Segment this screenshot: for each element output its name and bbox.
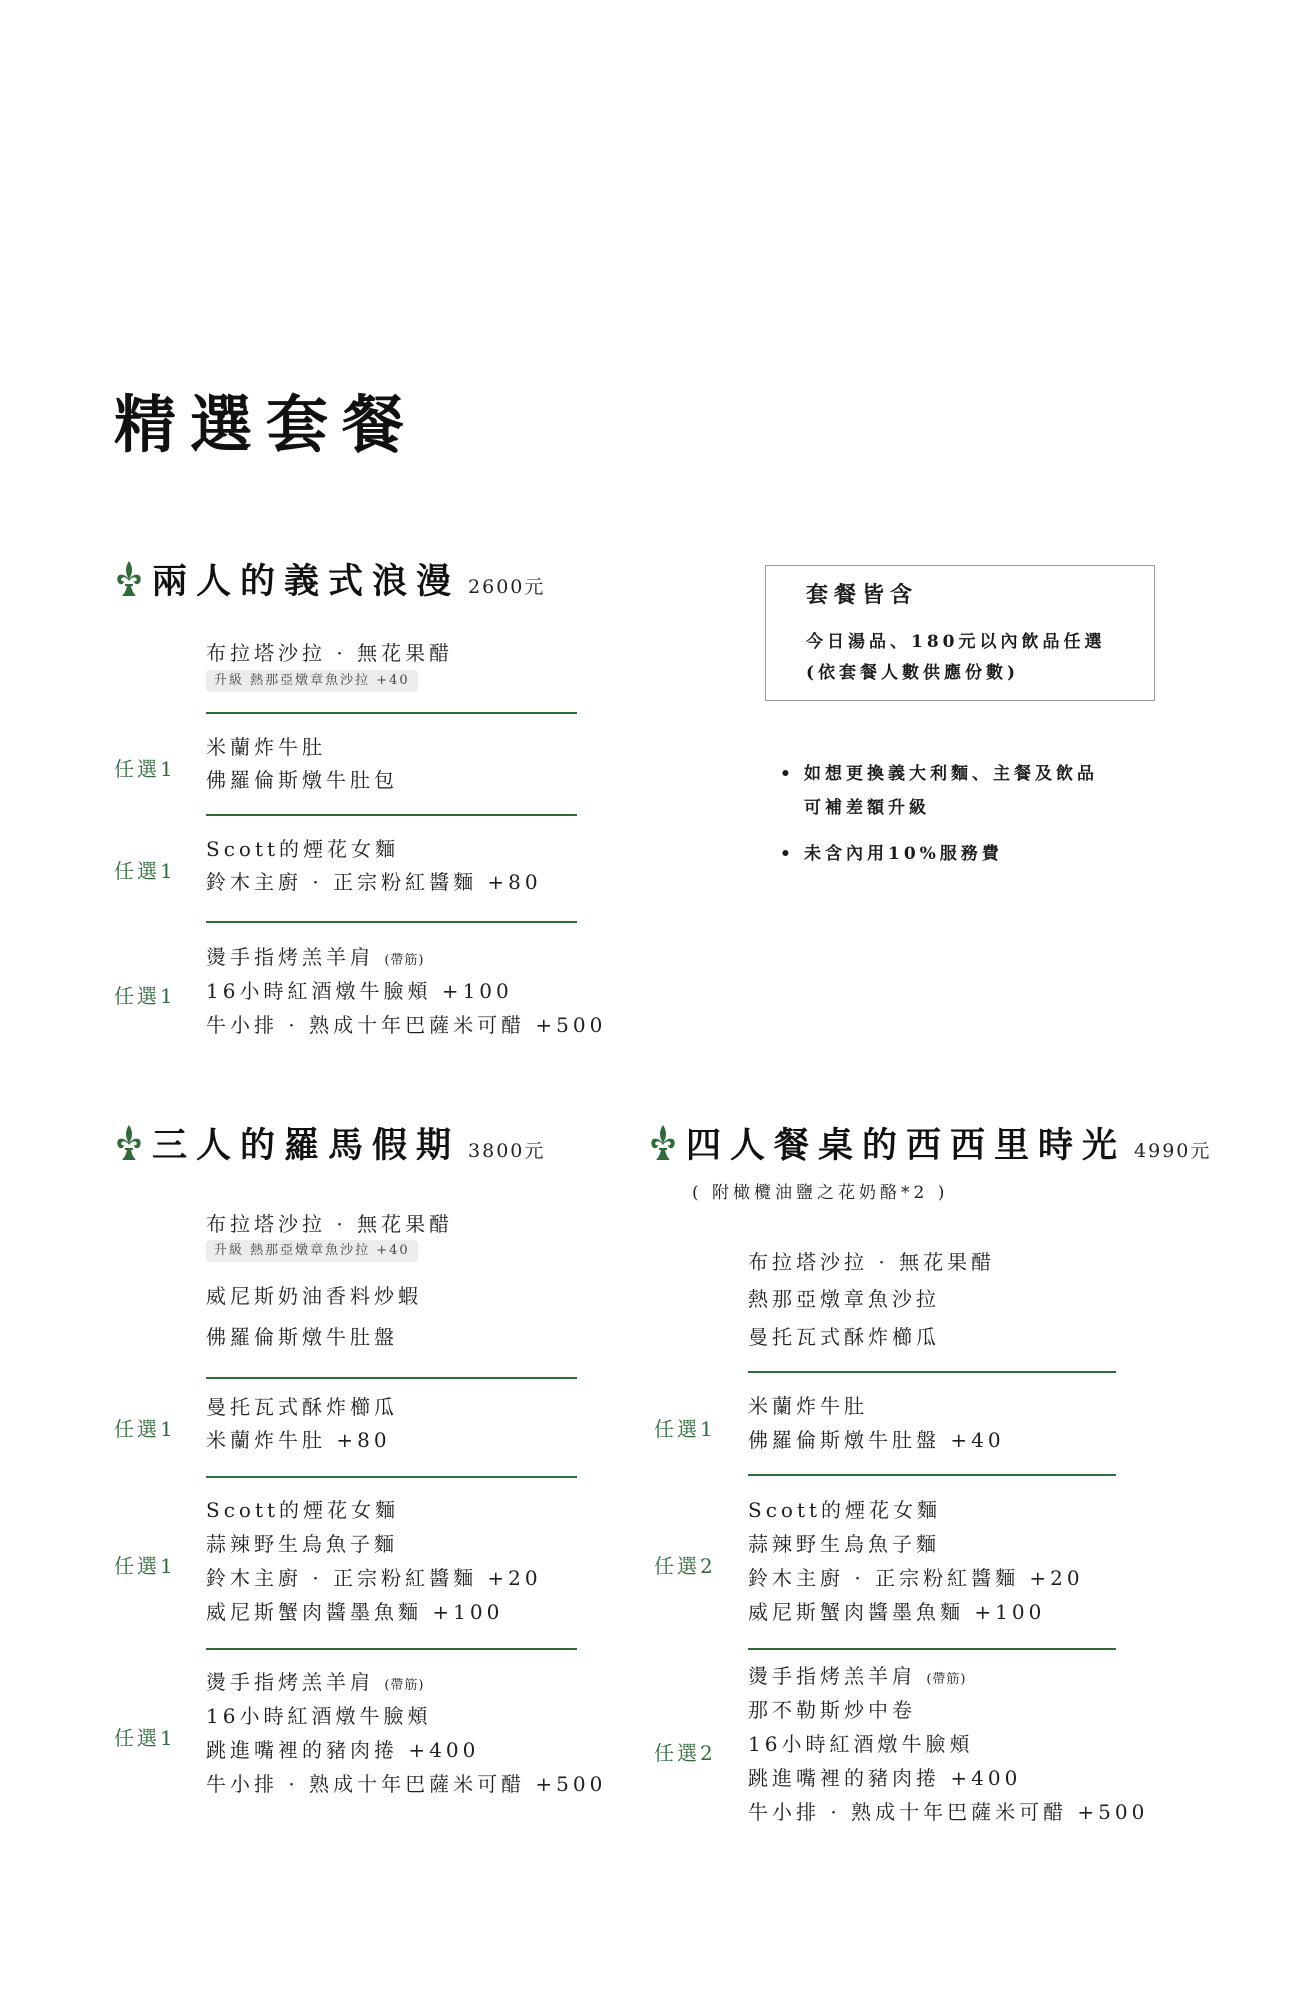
choose-label: 任選1: [114, 1554, 176, 1578]
section-divider: [748, 1648, 1116, 1650]
notes-list: [780, 757, 1140, 883]
set-heading: [114, 553, 545, 604]
menu-item: 那不勒斯炒中卷: [748, 1698, 916, 1722]
menu-item: 威尼斯奶油香料炒蝦: [206, 1284, 422, 1308]
fleur-de-lis-icon: [114, 559, 144, 599]
section-divider: [206, 712, 577, 714]
set-price: 3800元: [468, 1140, 546, 1162]
upgrade-badge: 升級 熱那亞燉章魚沙拉 +40: [206, 670, 418, 692]
info-box-line: (依套餐人數供應份數): [806, 663, 1020, 683]
menu-item: 鈴木主廚 · 正宗粉紅醬麵 +20: [748, 1566, 1084, 1590]
menu-item: Scott的煙花女麵: [206, 837, 400, 861]
note-line: 未含內用10%服務費: [804, 844, 1003, 864]
set-name: 三人的羅馬假期: [152, 1125, 461, 1166]
menu-item: 跳進嘴裡的豬肉捲 +400: [748, 1766, 1022, 1790]
menu-item: 米蘭炸牛肚: [206, 735, 326, 759]
choose-label: 任選2: [654, 1554, 716, 1578]
menu-item: 16小時紅酒燉牛臉頰 +100: [206, 979, 513, 1003]
set-note: ( 附橄欖油鹽之花奶酪*2 ): [692, 1183, 949, 1203]
menu-item: 佛羅倫斯燉牛肚盤 +40: [748, 1428, 1005, 1452]
menu-item: 佛羅倫斯燉牛肚包: [206, 768, 398, 792]
menu-item: 曼托瓦式酥炸櫛瓜: [748, 1325, 940, 1349]
note-line: 可補差額升級: [804, 798, 930, 818]
menu-item: 牛小排 · 熟成十年巴薩米可醋 +500: [206, 1013, 607, 1037]
menu-item-text: 燙手指烤羔羊肩: [206, 1670, 374, 1694]
set-heading: [648, 1117, 1211, 1168]
note-line: 如想更換義大利麵、主餐及飲品: [804, 764, 1098, 784]
section-divider: [206, 814, 577, 816]
menu-item-note: (帶筋): [384, 1678, 425, 1693]
section-divider: [748, 1371, 1116, 1373]
menu-item: 鈴木主廚 · 正宗粉紅醬麵 +80: [206, 870, 542, 894]
bullet-icon: •: [780, 844, 795, 864]
section-divider: [206, 1377, 577, 1379]
menu-item: [206, 1666, 425, 1702]
choose-label: 任選1: [114, 757, 176, 781]
menu-item: 米蘭炸牛肚 +80: [206, 1428, 391, 1452]
section-divider: [206, 921, 577, 923]
set-name: 兩人的義式浪漫: [152, 561, 461, 602]
fleur-de-lis-icon: [114, 1123, 144, 1163]
menu-item: 16小時紅酒燉牛臉頰: [206, 1704, 432, 1728]
info-box-title: 套餐皆含: [806, 582, 919, 608]
menu-item: 蒜辣野生烏魚子麵: [748, 1532, 940, 1556]
choose-label: 任選1: [654, 1417, 716, 1441]
note-item: [780, 757, 1140, 825]
set-price: 2600元: [468, 576, 546, 598]
page-title: 精選套餐: [114, 388, 419, 461]
menu-item: Scott的煙花女麵: [206, 1498, 400, 1522]
menu-item: 布拉塔沙拉 · 無花果醋: [748, 1250, 996, 1274]
menu-item: 16小時紅酒燉牛臉頰: [748, 1732, 974, 1756]
menu-item: [748, 1660, 967, 1696]
menu-item-note: (帶筋): [926, 1672, 967, 1687]
choose-label: 任選1: [114, 859, 176, 883]
menu-item: 威尼斯蟹肉醬墨魚麵 +100: [748, 1600, 1046, 1624]
choose-label: 任選1: [114, 1726, 176, 1750]
set-name: 四人餐桌的西西里時光: [686, 1125, 1127, 1166]
bullet-icon: •: [780, 764, 795, 784]
section-divider: [206, 1476, 577, 1478]
fleur-de-lis-icon: [648, 1123, 678, 1163]
menu-item: 布拉塔沙拉 · 無花果醋: [206, 1212, 454, 1236]
included-info-box: [765, 565, 1155, 701]
menu-item: 熱那亞燉章魚沙拉: [748, 1287, 940, 1311]
menu-item: [206, 941, 425, 977]
menu-item: 蒜辣野生烏魚子麵: [206, 1532, 398, 1556]
menu-item-text: 燙手指烤羔羊肩: [206, 945, 374, 969]
menu-item: 曼托瓦式酥炸櫛瓜: [206, 1395, 398, 1419]
section-divider: [206, 1648, 577, 1650]
menu-item: 米蘭炸牛肚: [748, 1394, 868, 1418]
choose-label: 任選1: [114, 1417, 176, 1441]
menu-item: 牛小排 · 熟成十年巴薩米可醋 +500: [748, 1800, 1149, 1824]
section-divider: [748, 1474, 1116, 1476]
menu-item-text: 燙手指烤羔羊肩: [748, 1664, 916, 1688]
set-price: 4990元: [1134, 1140, 1212, 1162]
info-box-line: 今日湯品、180元以內飲品任選: [806, 632, 1106, 652]
menu-item: Scott的煙花女麵: [748, 1498, 942, 1522]
menu-item: 牛小排 · 熟成十年巴薩米可醋 +500: [206, 1772, 607, 1796]
set-heading: [114, 1117, 545, 1168]
note-item: [780, 837, 1140, 871]
menu-item: 鈴木主廚 · 正宗粉紅醬麵 +20: [206, 1566, 542, 1590]
menu-item: 布拉塔沙拉 · 無花果醋: [206, 641, 454, 665]
menu-item-note: (帶筋): [384, 953, 425, 968]
choose-label: 任選2: [654, 1741, 716, 1765]
menu-item: 跳進嘴裡的豬肉捲 +400: [206, 1738, 480, 1762]
choose-label: 任選1: [114, 984, 176, 1008]
menu-item: 威尼斯蟹肉醬墨魚麵 +100: [206, 1600, 504, 1624]
menu-item: 佛羅倫斯燉牛肚盤: [206, 1325, 398, 1349]
upgrade-badge: 升級 熱那亞燉章魚沙拉 +40: [206, 1240, 418, 1262]
